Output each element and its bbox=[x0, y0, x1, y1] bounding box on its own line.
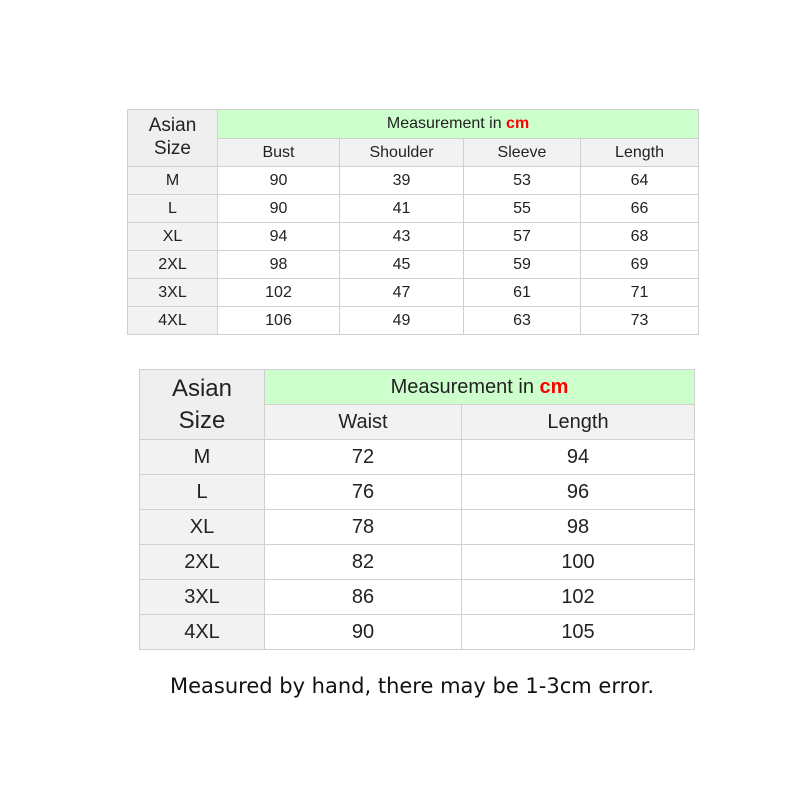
length-cell: 73 bbox=[581, 307, 699, 335]
shoulder-cell: 39 bbox=[340, 167, 464, 195]
waist-cell: 76 bbox=[265, 475, 462, 510]
size-cell: L bbox=[140, 475, 265, 510]
bust-cell: 102 bbox=[218, 279, 340, 307]
bust-cell: 90 bbox=[218, 167, 340, 195]
table-row bbox=[128, 195, 699, 223]
shoulder-cell: 43 bbox=[340, 223, 464, 251]
column-header-length: Length bbox=[581, 139, 699, 167]
asian-size-header-line2: Size bbox=[178, 406, 226, 434]
sleeve-cell: 55 bbox=[464, 195, 581, 223]
table-row bbox=[140, 545, 695, 580]
table-row bbox=[128, 307, 699, 335]
length-cell: 66 bbox=[581, 195, 699, 223]
length-cell: 98 bbox=[462, 510, 695, 545]
measurement-header bbox=[265, 370, 695, 405]
bust-cell: 106 bbox=[218, 307, 340, 335]
length-cell: 96 bbox=[462, 475, 695, 510]
table-row bbox=[128, 167, 699, 195]
waist-cell: 82 bbox=[265, 545, 462, 580]
table-row bbox=[128, 251, 699, 279]
column-header-bust: Bust bbox=[218, 139, 340, 167]
size-cell: 4XL bbox=[128, 307, 218, 335]
waist-cell: 78 bbox=[265, 510, 462, 545]
sleeve-cell: 53 bbox=[464, 167, 581, 195]
table-row bbox=[140, 615, 695, 650]
top-size-table bbox=[127, 109, 699, 335]
sleeve-cell: 57 bbox=[464, 223, 581, 251]
shoulder-cell: 47 bbox=[340, 279, 464, 307]
length-cell: 64 bbox=[581, 167, 699, 195]
size-cell: 3XL bbox=[140, 580, 265, 615]
asian-size-header-line1: Asian bbox=[171, 375, 233, 403]
column-header-sleeve: Sleeve bbox=[464, 139, 581, 167]
length-cell: 68 bbox=[581, 223, 699, 251]
table-row bbox=[140, 440, 695, 475]
table-row bbox=[140, 580, 695, 615]
table-row bbox=[128, 223, 699, 251]
measurement-header-label: Measurement in bbox=[390, 375, 540, 398]
shoulder-cell: 49 bbox=[340, 307, 464, 335]
length-cell: 105 bbox=[462, 615, 695, 650]
asian-size-header bbox=[140, 370, 265, 440]
size-cell: XL bbox=[140, 510, 265, 545]
size-cell: 2XL bbox=[128, 251, 218, 279]
column-header-shoulder: Shoulder bbox=[340, 139, 464, 167]
sleeve-cell: 61 bbox=[464, 279, 581, 307]
bust-cell: 94 bbox=[218, 223, 340, 251]
length-cell: 100 bbox=[462, 545, 695, 580]
table-row bbox=[140, 510, 695, 545]
waist-cell: 90 bbox=[265, 615, 462, 650]
length-cell: 69 bbox=[581, 251, 699, 279]
size-cell: M bbox=[140, 440, 265, 475]
table-row bbox=[128, 279, 699, 307]
waist-cell: 86 bbox=[265, 580, 462, 615]
length-cell: 102 bbox=[462, 580, 695, 615]
asian-size-header-line2: Size bbox=[154, 138, 191, 159]
measurement-unit: cm bbox=[506, 115, 530, 132]
asian-size-header bbox=[128, 110, 218, 167]
sleeve-cell: 63 bbox=[464, 307, 581, 335]
table-row bbox=[140, 475, 695, 510]
size-cell: L bbox=[128, 195, 218, 223]
shoulder-cell: 45 bbox=[340, 251, 464, 279]
length-cell: 71 bbox=[581, 279, 699, 307]
measurement-header-label: Measurement in bbox=[386, 115, 507, 132]
measurement-header bbox=[218, 110, 699, 139]
waist-cell: 72 bbox=[265, 440, 462, 475]
column-header-waist: Waist bbox=[265, 405, 462, 440]
size-cell: 2XL bbox=[140, 545, 265, 580]
measurement-unit: cm bbox=[539, 375, 569, 398]
measurement-note: Measured by hand, there may be 1-3cm error. bbox=[169, 674, 654, 698]
length-cell: 94 bbox=[462, 440, 695, 475]
bust-cell: 90 bbox=[218, 195, 340, 223]
size-cell: 3XL bbox=[128, 279, 218, 307]
bottom-size-table bbox=[139, 369, 695, 650]
bust-cell: 98 bbox=[218, 251, 340, 279]
sleeve-cell: 59 bbox=[464, 251, 581, 279]
asian-size-header-line1: Asian bbox=[148, 115, 197, 137]
size-cell: XL bbox=[128, 223, 218, 251]
column-header-length: Length bbox=[462, 405, 695, 440]
size-cell: M bbox=[128, 167, 218, 195]
size-cell: 4XL bbox=[140, 615, 265, 650]
shoulder-cell: 41 bbox=[340, 195, 464, 223]
